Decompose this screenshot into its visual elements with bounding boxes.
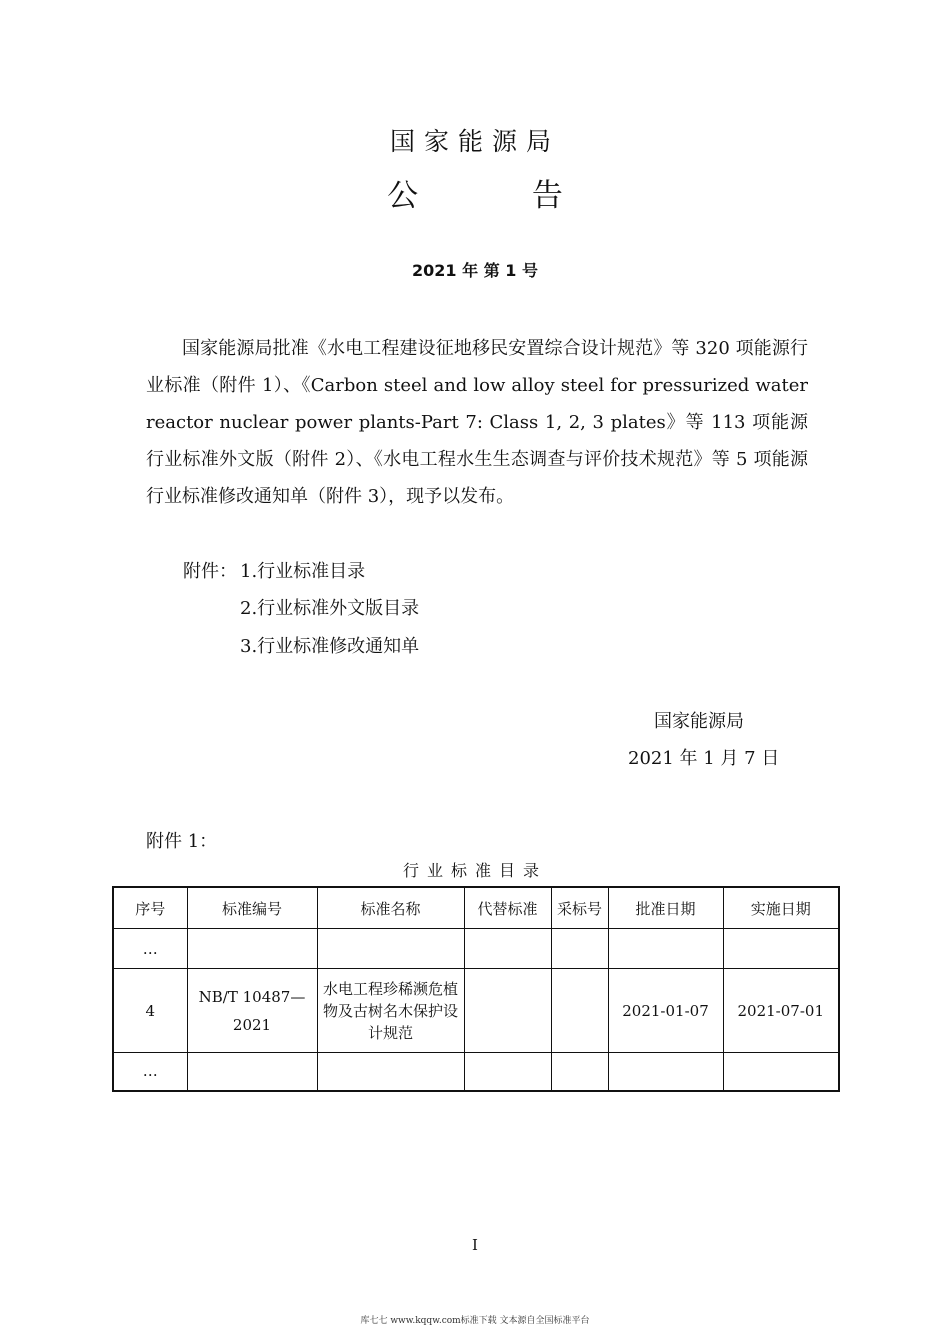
issue-number: 2021 年 第 1 号 — [412, 261, 538, 280]
table-cell — [551, 969, 608, 1053]
table-cell — [317, 1053, 464, 1091]
table-cell — [187, 929, 317, 969]
table-cell: 水电工程珍稀濒危植物及古树名木保护设计规范 — [317, 969, 464, 1053]
column-header: 批准日期 — [608, 887, 723, 929]
column-header: 标准编号 — [187, 887, 317, 929]
table-cell: … — [113, 929, 187, 969]
column-header: 采标号 — [551, 887, 608, 929]
announcement-paragraph: 国家能源局批准《水电工程建设征地移民安置综合设计规范》等 320 项能源行业标准（附件 1）、《Carbon steel and low alloy steel for pressurized water reactor nuclear power plants-Part 7: Class 1, 2, 3 plates》等 113 项能源行业标准外文版（附件 2）、《水电工程水生生态调查与评价技术规范》等 5 项能源行业标准修改通知单（附件 3），现予以发布。 — [146, 338, 808, 507]
attachment-item: 2.行业标准外文版目录 — [240, 598, 420, 619]
footer-watermark: 库七七 www.kqqw.com标准下载 文本源自全国标准平台 — [360, 1316, 590, 1326]
table-row — [113, 929, 839, 969]
table-row — [113, 1053, 839, 1091]
table-cell: 4 — [113, 969, 187, 1053]
signature-org: 国家能源局 — [654, 711, 744, 732]
table-row — [113, 969, 839, 1053]
page-number: I — [472, 1236, 478, 1254]
standards-table — [112, 886, 840, 1092]
table-cell — [464, 969, 551, 1053]
table-cell: 2021-01-07 — [608, 969, 723, 1053]
table-cell — [551, 929, 608, 969]
table-cell — [464, 1053, 551, 1091]
table-cell — [317, 929, 464, 969]
column-header: 实施日期 — [723, 887, 839, 929]
table-cell — [723, 1053, 839, 1091]
table-title: 行业标准目录 — [402, 861, 547, 880]
column-header: 标准名称 — [317, 887, 464, 929]
table-cell: NB/T 10487—2021 — [187, 969, 317, 1053]
table-cell — [464, 929, 551, 969]
table-cell — [551, 1053, 608, 1091]
signature-date: 2021 年 1 月 7 日 — [628, 748, 780, 769]
table-cell — [608, 929, 723, 969]
annex-label: 附件 1： — [146, 831, 218, 852]
attachments-label: 附件： — [183, 561, 237, 582]
table-cell: … — [113, 1053, 187, 1091]
table-header-row — [113, 887, 839, 929]
table-cell — [723, 929, 839, 969]
column-header: 序号 — [113, 887, 187, 929]
attachment-item: 3.行业标准修改通知单 — [240, 636, 420, 657]
table-cell: 2021-07-01 — [723, 969, 839, 1053]
column-header: 代替标准 — [464, 887, 551, 929]
attachment-item: 1.行业标准目录 — [240, 561, 366, 582]
table-cell — [187, 1053, 317, 1091]
notice-title: 公 告 — [387, 178, 615, 214]
agency-title: 国家能源局 — [389, 127, 560, 156]
table-cell — [608, 1053, 723, 1091]
